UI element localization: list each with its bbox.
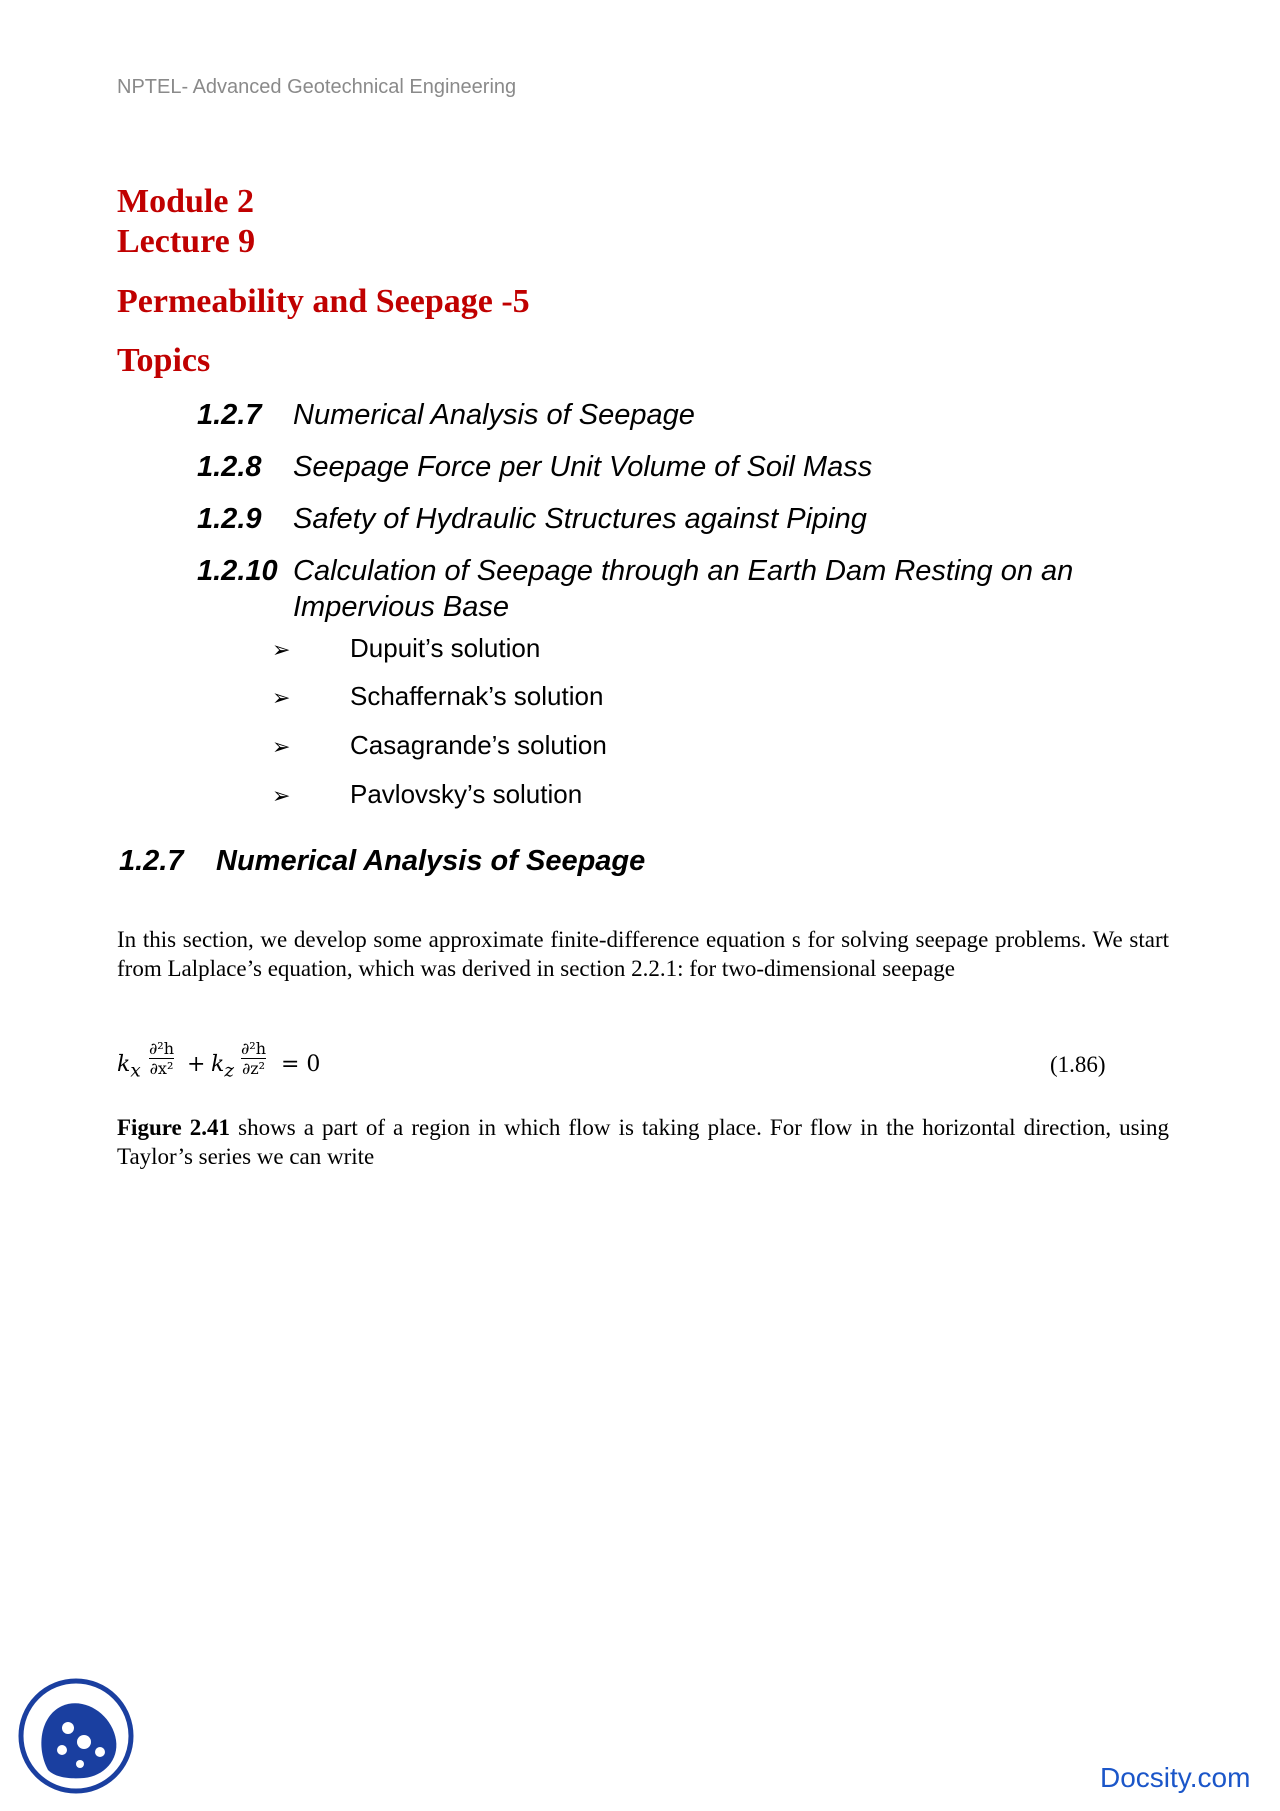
topic-title: Calculation of Seepage through an Earth Dam Resting on an	[293, 555, 1074, 587]
section-title: Numerical Analysis of Seepage	[216, 845, 646, 877]
eq-denominator: ∂x²	[149, 1059, 174, 1078]
topic-title: Numerical Analysis of Seepage	[293, 399, 695, 431]
eq-denominator: ∂z²	[241, 1059, 266, 1078]
docsity-logo-icon	[18, 1678, 134, 1794]
list-item	[272, 778, 582, 812]
topic-number: 1.2.8	[197, 451, 262, 483]
lecture-label: Lecture 9	[117, 223, 256, 260]
module-label: Module 2	[117, 183, 254, 220]
topic-item-continuation	[197, 589, 509, 625]
laplace-equation	[117, 1040, 1117, 1090]
solution-label: Schaffernak’s solution	[350, 681, 604, 711]
arrow-bullet-icon: ➢	[272, 783, 291, 808]
eq-fraction	[149, 1040, 174, 1077]
list-item	[272, 632, 540, 666]
eq-subscript: x	[130, 1060, 141, 1082]
arrow-bullet-icon: ➢	[272, 637, 291, 662]
eq-k: k	[117, 1052, 131, 1077]
page-title: Permeability and Seepage -5	[117, 283, 530, 320]
topic-number: 1.2.9	[197, 503, 262, 535]
eq-equals: = 0	[281, 1052, 321, 1077]
docsity-link[interactable]: Docsity.com	[1100, 1762, 1251, 1793]
section-number: 1.2.7	[119, 845, 184, 877]
list-item	[272, 729, 607, 763]
eq-numerator: ∂²h	[241, 1039, 266, 1058]
topic-number: 1.2.10	[197, 555, 278, 587]
topics-heading: Topics	[117, 342, 211, 379]
topic-title: Safety of Hydraulic Structures against Piping	[293, 503, 867, 535]
solution-label: Casagrande’s solution	[350, 730, 607, 760]
figure-reference: Figure 2.41	[117, 1115, 231, 1140]
topic-item	[197, 397, 695, 433]
eq-k: k	[211, 1052, 225, 1077]
topic-number: 1.2.7	[197, 399, 262, 431]
eq-fraction	[241, 1040, 266, 1077]
paragraph-text: shows a part of a region in which flow is taking place. For flow in the horizontal direction, using Taylor’s series we can write	[117, 1115, 1170, 1169]
equation-number: (1.86)	[1050, 1052, 1106, 1077]
list-item	[272, 680, 603, 714]
body-paragraph	[117, 1113, 1169, 1171]
section-heading	[119, 845, 645, 878]
arrow-bullet-icon: ➢	[272, 685, 291, 710]
topic-title: Impervious Base	[293, 591, 509, 623]
eq-plus: +	[187, 1052, 206, 1077]
body-paragraph: In this section, we develop some approximate finite-difference equation s for solving seepage problems. We start from Lalplace’s equation, which was derived in section 2.2.1: for two-dimensional seepage	[117, 927, 1169, 981]
solution-label: Pavlovsky’s solution	[350, 779, 583, 809]
running-header: NPTEL- Advanced Geotechnical Engineering	[117, 76, 517, 98]
eq-subscript: z	[224, 1060, 235, 1082]
topic-item	[197, 501, 867, 537]
arrow-bullet-icon: ➢	[272, 734, 291, 759]
solution-label: Dupuit’s solution	[350, 633, 541, 663]
topic-item	[197, 449, 873, 485]
eq-numerator: ∂²h	[149, 1039, 174, 1058]
topic-item	[197, 553, 1074, 589]
topic-title: Seepage Force per Unit Volume of Soil Mass	[293, 451, 873, 483]
